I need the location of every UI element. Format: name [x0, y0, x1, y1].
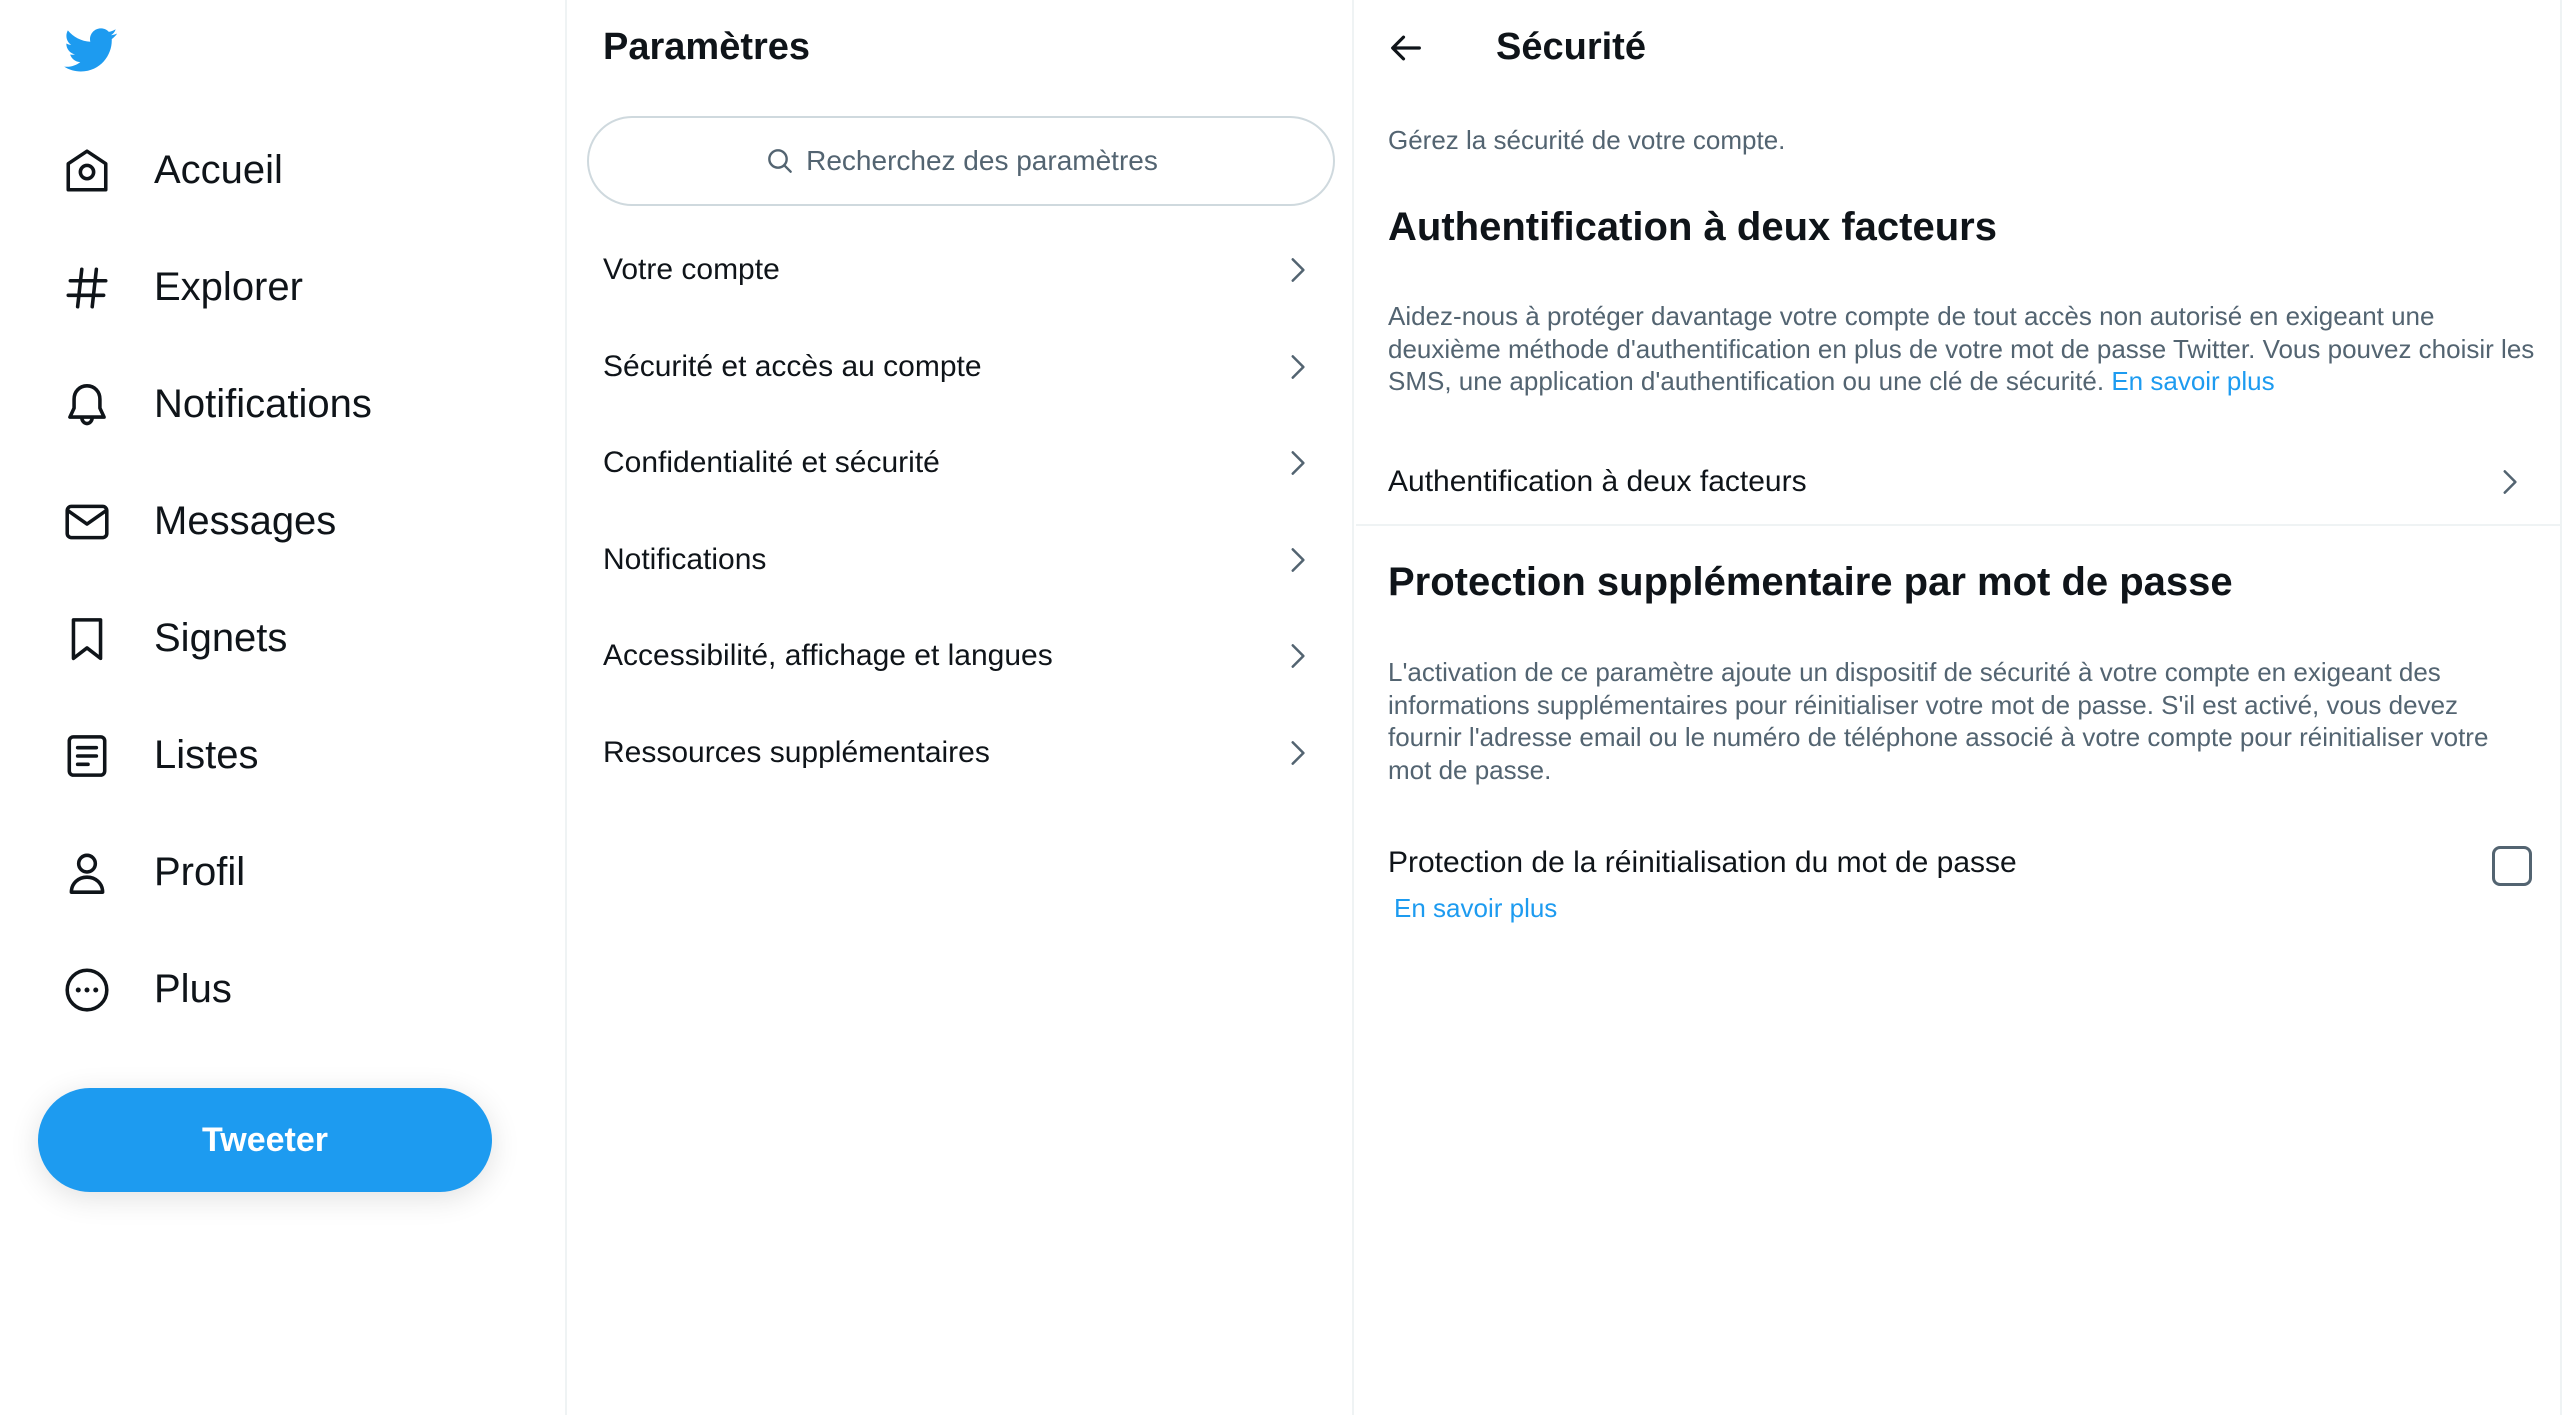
arrow-left-icon: [1386, 28, 1426, 73]
tweet-button[interactable]: Tweeter: [38, 1088, 492, 1192]
settings-item-securite-acces[interactable]: [569, 319, 1352, 416]
nav-item-notifications[interactable]: [0, 346, 565, 463]
bookmark-icon: [60, 612, 114, 666]
page-subtitle: Gérez la sécurité de votre compte.: [1388, 125, 1786, 155]
home-icon: [60, 144, 114, 198]
settings-item-label: Sécurité et accès au compte: [603, 349, 982, 383]
nav-label: Notifications: [154, 382, 372, 426]
nav-label: Messages: [154, 499, 337, 543]
settings-item-label: Notifications: [603, 542, 767, 576]
left-navigation: [0, 0, 567, 1415]
two-factor-heading: Authentification à deux facteurs: [1388, 205, 1997, 249]
settings-item-ressources[interactable]: [569, 705, 1352, 802]
chevron-right-icon: [1280, 543, 1314, 577]
nav-item-accueil[interactable]: [0, 112, 565, 229]
chevron-right-icon: [1280, 253, 1314, 287]
back-button[interactable]: [1382, 26, 1430, 74]
password-reset-protection-checkbox[interactable]: [2492, 846, 2532, 886]
password-reset-protection-label: Protection de la réinitialisation du mot de passe: [1388, 846, 2017, 879]
nav-item-explorer[interactable]: [0, 229, 565, 346]
chevron-right-icon: [1280, 639, 1314, 673]
nav-label: Signets: [154, 616, 288, 660]
search-placeholder: Recherchez des paramètres: [806, 145, 1158, 176]
settings-item-accessibilite[interactable]: [569, 608, 1352, 705]
list-icon: [60, 729, 114, 783]
settings-item-label: Confidentialité et sécurité: [603, 446, 940, 480]
nav-item-listes[interactable]: [0, 697, 565, 814]
nav-label: Plus: [154, 967, 232, 1011]
settings-item-notifications[interactable]: [569, 512, 1352, 609]
settings-item-votre-compte[interactable]: [569, 222, 1352, 319]
nav-item-messages[interactable]: [0, 463, 565, 580]
nav-list: [0, 112, 565, 1048]
settings-title: Paramètres: [603, 26, 811, 68]
search-input[interactable]: [587, 116, 1335, 206]
two-factor-description: [1388, 300, 2538, 398]
password-protection-description: L'activation de ce paramètre ajoute un dispositif de sécurité à votre compte en exigeant des informations supplémentaires pour réinitialiser votre mot de passe. S'il est activé, vous devez fournir l'adresse email ou le numéro de téléphone associé à votre compte pour réinitialiser votre mot de passe.: [1388, 657, 2489, 785]
two-factor-description-text: Aidez-nous à protéger davantage votre compte de tout accès non autorisé en exigeant une deuxième méthode d'authentification en plus de votre mot de passe Twitter. Vous pouvez choisir les SMS, une application d'authentification ou une clé de sécurité.: [1388, 301, 2535, 396]
two-factor-row[interactable]: [1356, 440, 2560, 526]
person-icon: [60, 846, 114, 900]
settings-item-label: Ressources supplémentaires: [603, 735, 990, 769]
hashtag-icon: [60, 261, 114, 315]
password-protection-learn-more-link[interactable]: En savoir plus: [1394, 893, 1558, 923]
settings-item-label: Accessibilité, affichage et langues: [603, 639, 1053, 673]
two-factor-row-label: Authentification à deux facteurs: [1388, 465, 1807, 498]
nav-label: Explorer: [154, 265, 303, 309]
page-title: Sécurité: [1496, 26, 1646, 68]
nav-label: Listes: [154, 733, 259, 777]
search-icon: [764, 144, 798, 178]
nav-item-profil[interactable]: [0, 814, 565, 931]
two-factor-learn-more-link[interactable]: En savoir plus: [2111, 366, 2275, 396]
chevron-right-icon: [2492, 465, 2526, 499]
settings-column: [569, 0, 1354, 1415]
settings-item-confidentialite[interactable]: [569, 415, 1352, 512]
nav-item-plus[interactable]: [0, 931, 565, 1048]
security-detail: [1356, 0, 2562, 1415]
twitter-logo-icon[interactable]: [60, 22, 120, 78]
chevron-right-icon: [1280, 350, 1314, 384]
password-protection-heading: Protection supplémentaire par mot de passe: [1388, 560, 2233, 604]
settings-item-label: Votre compte: [603, 253, 780, 287]
envelope-icon: [60, 495, 114, 549]
chevron-right-icon: [1280, 736, 1314, 770]
nav-item-signets[interactable]: [0, 580, 565, 697]
bell-icon: [60, 378, 114, 432]
chevron-right-icon: [1280, 446, 1314, 480]
more-circle-icon: [60, 963, 114, 1017]
nav-label: Profil: [154, 850, 246, 894]
nav-label: Accueil: [154, 148, 283, 192]
settings-list: [569, 222, 1352, 801]
